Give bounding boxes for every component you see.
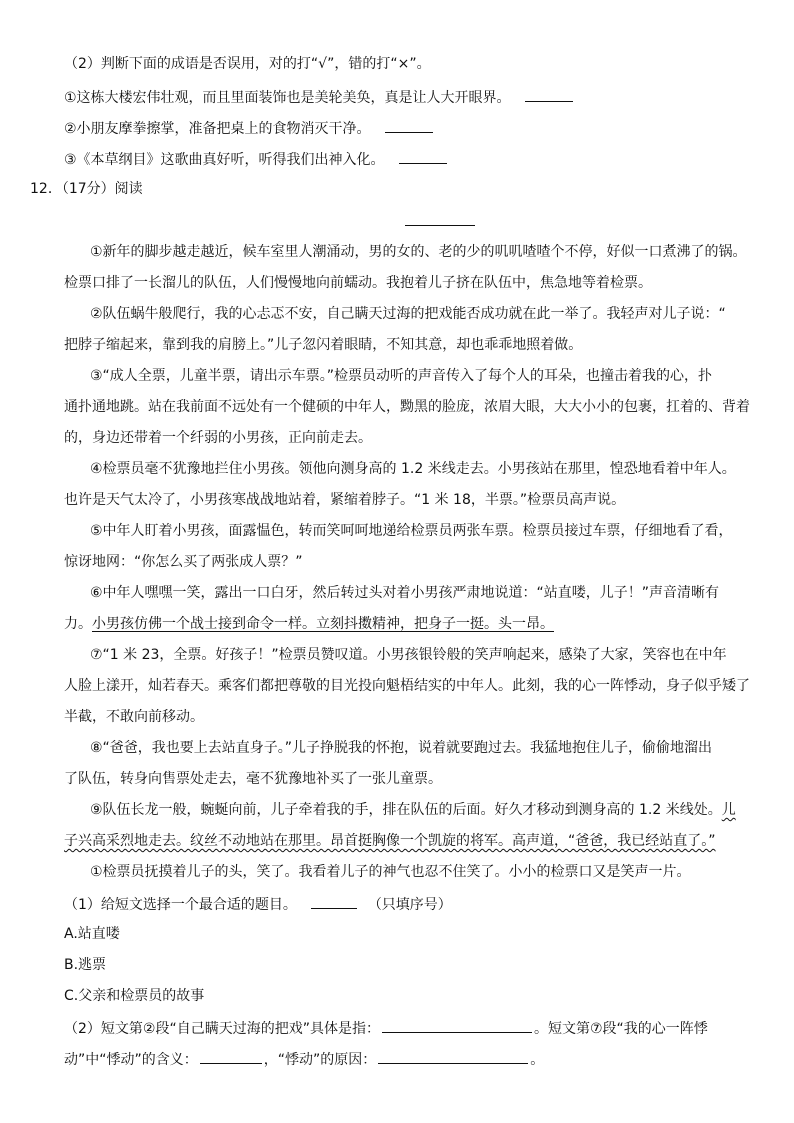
answer-blank-trick[interactable] [382,1017,532,1033]
wavy-underlined-start: 儿 [721,802,736,818]
para-7-line-3: 半截，不敢向前移动。 [64,709,204,725]
q11-item-1 [64,86,575,108]
underlined-sentence-1: 小男孩仿佛一个战士接到命令一样。立刻抖擞精神，把身子一挺。头一昂。 [92,616,554,632]
para-5-line-2: 惊讶地网：“你怎么买了两张成人票？” [64,554,303,570]
sub-question-2-text-a: （2）短文第②段“自己瞒天过海的把戏”具体是指： [64,1021,380,1037]
para-3-line-1: ③“成人全票，儿童半票，请出示车票。”检票员动听的声音传入了每个人的耳朵，也撞击着我的心，扑 [90,368,713,384]
answer-blank-2[interactable] [385,117,433,133]
q11-item-2 [64,117,435,139]
para-9-line-1-text: ⑨队伍长龙一般，蜿蜒向前，儿子牵着我的手，排在队伍的后面。好久才移动到测身高的 1.2 米线处。 [90,802,722,818]
para-6-line-1: ⑥中年人嘿嘿一笑，露出一口白牙，然后转过头对着小男孩严肃地说道：“站直喽，儿子！”声音清晰有 [90,585,720,601]
para-3-line-3: 的，身边还带着一个纤弱的小男孩，正向前走去。 [64,430,372,446]
para-7-line-1: ⑦“1 米 23，全票。好孩子！”检票员赞叹道。小男孩银铃般的笑声响起来，感染了大家，笑容也在中年 [90,647,727,663]
q12-header: 12．（17分）阅读 [30,181,143,197]
para-8-line-1: ⑧“爸爸，我也要上去站直身子。”儿子挣脱我的怀抱，说着就要跑过去。我猛地抱住儿子，偷偷地溜出 [90,740,713,756]
option-c: C.父亲和检票员的故事 [64,988,205,1004]
passage-title-blank[interactable] [405,225,475,226]
para-3-line-2: 通扑通地跳。站在我前面不远处有一个健硕的中年人，黝黑的脸庞，浓眉大眼，大大小小的包裹，扛着的、背着 [64,399,750,415]
para-8-line-2: 了队伍，转身向售票处走去，毫不犹豫地补买了一张儿童票。 [64,771,442,787]
para-5-line-1: ⑤中年人盯着小男孩，面露愠色，转而笑呵呵地递给检票员两张车票。检票员接过车票，仔细地看了看， [90,523,733,539]
sub-question-1-hint: （只填序号） [367,897,452,913]
q11-item-1-text: ①这栋大楼宏伟壮观，而且里面装饰也是美轮美奂，真是让人大开眼界。 [64,90,511,106]
option-a: A.站直喽 [64,926,120,942]
sub-question-2-line-1 [64,1017,708,1039]
para-9-line-2 [64,831,716,851]
q11-item-3-text: ③《本草纲目》这歌曲真好听，听得我们出神入化。 [64,152,385,168]
sub-question-2-text-c: 动”中“悸动”的含义： [64,1052,198,1068]
sub-question-1-text: （1）给短文选择一个最合适的题目。 [64,897,297,913]
para-4-line-1: ④检票员毫不犹豫地拦住小男孩。领他向测身高的 1.2 米线走去。小男孩站在那里，惶恐地看着中年人。 [90,461,736,477]
q11-part2-instruction: （2）判断下面的成语是否误用，对的打“√”，错的打“×”。 [64,56,431,72]
answer-blank-1[interactable] [525,86,573,102]
q11-item-2-text: ②小朋友摩拳擦掌，准备把桌上的食物消灭干净。 [64,121,371,137]
sub-question-2-line-2 [64,1048,544,1070]
sub-question-2-text-d: ，“悸动”的原因： [263,1052,377,1068]
para-1-line-2: 检票口排了一长溜儿的队伍，人们慢慢地向前蠕动。我抱着儿子挤在队伍中，焦急地等着检票。 [64,275,652,291]
sub-question-2-text-b: 。短文第⑦段“我的心一阵悸 [533,1021,708,1037]
para-9-line-1 [90,800,736,820]
answer-blank-3[interactable] [399,148,447,164]
para-2-line-1: ②队伍蜗牛般爬行，我的心忐忑不安，自己瞒天过海的把戏能否成功就在此一举了。我轻声对儿子说：“ [90,306,726,322]
wavy-underlined-sentence: 子兴高采烈地走去。纹丝不动地站在那里。昂首挺胸像一个凯旋的将军。高声道，“爸爸，我已经站直了。” [64,833,716,849]
para-6-line-2 [64,614,554,634]
para-7-line-2: 人脸上漾开，灿若春天。乘客们都把尊敬的目光投向魁梧结实的中年人。此刻，我的心一阵悸动，身子似乎矮了 [64,678,750,694]
para-1-line-1: ①新年的脚步越走越近，候车室里人潮涌动，男的女的、老的少的叽叽喳喳个不停，好似一口煮沸了的锅。 [90,244,747,260]
answer-blank-title[interactable] [311,893,357,909]
answer-blank-meaning[interactable] [200,1048,262,1064]
sub-question-2-end: 。 [530,1052,545,1068]
para-2-line-2: 把脖子缩起来，靠到我的肩膀上。”儿子忽闪着眼睛，不知其意，却也乖乖地照着做。 [64,337,583,353]
sub-question-1 [64,893,452,915]
option-b: B.逃票 [64,957,107,973]
para-4-line-2: 也许是天气太冷了，小男孩寒战战地站着，紧缩着脖子。“1 米 18，半票。”检票员高声说。 [64,492,626,508]
answer-blank-reason[interactable] [378,1048,528,1064]
q11-item-3 [64,148,449,170]
para-10: ①检票员抚摸着儿子的头，笑了。我看着儿子的神气也忍不住笑了。小小的检票口又是笑声一片。 [90,864,691,880]
para-6-line-2-start: 力。 [64,616,92,632]
